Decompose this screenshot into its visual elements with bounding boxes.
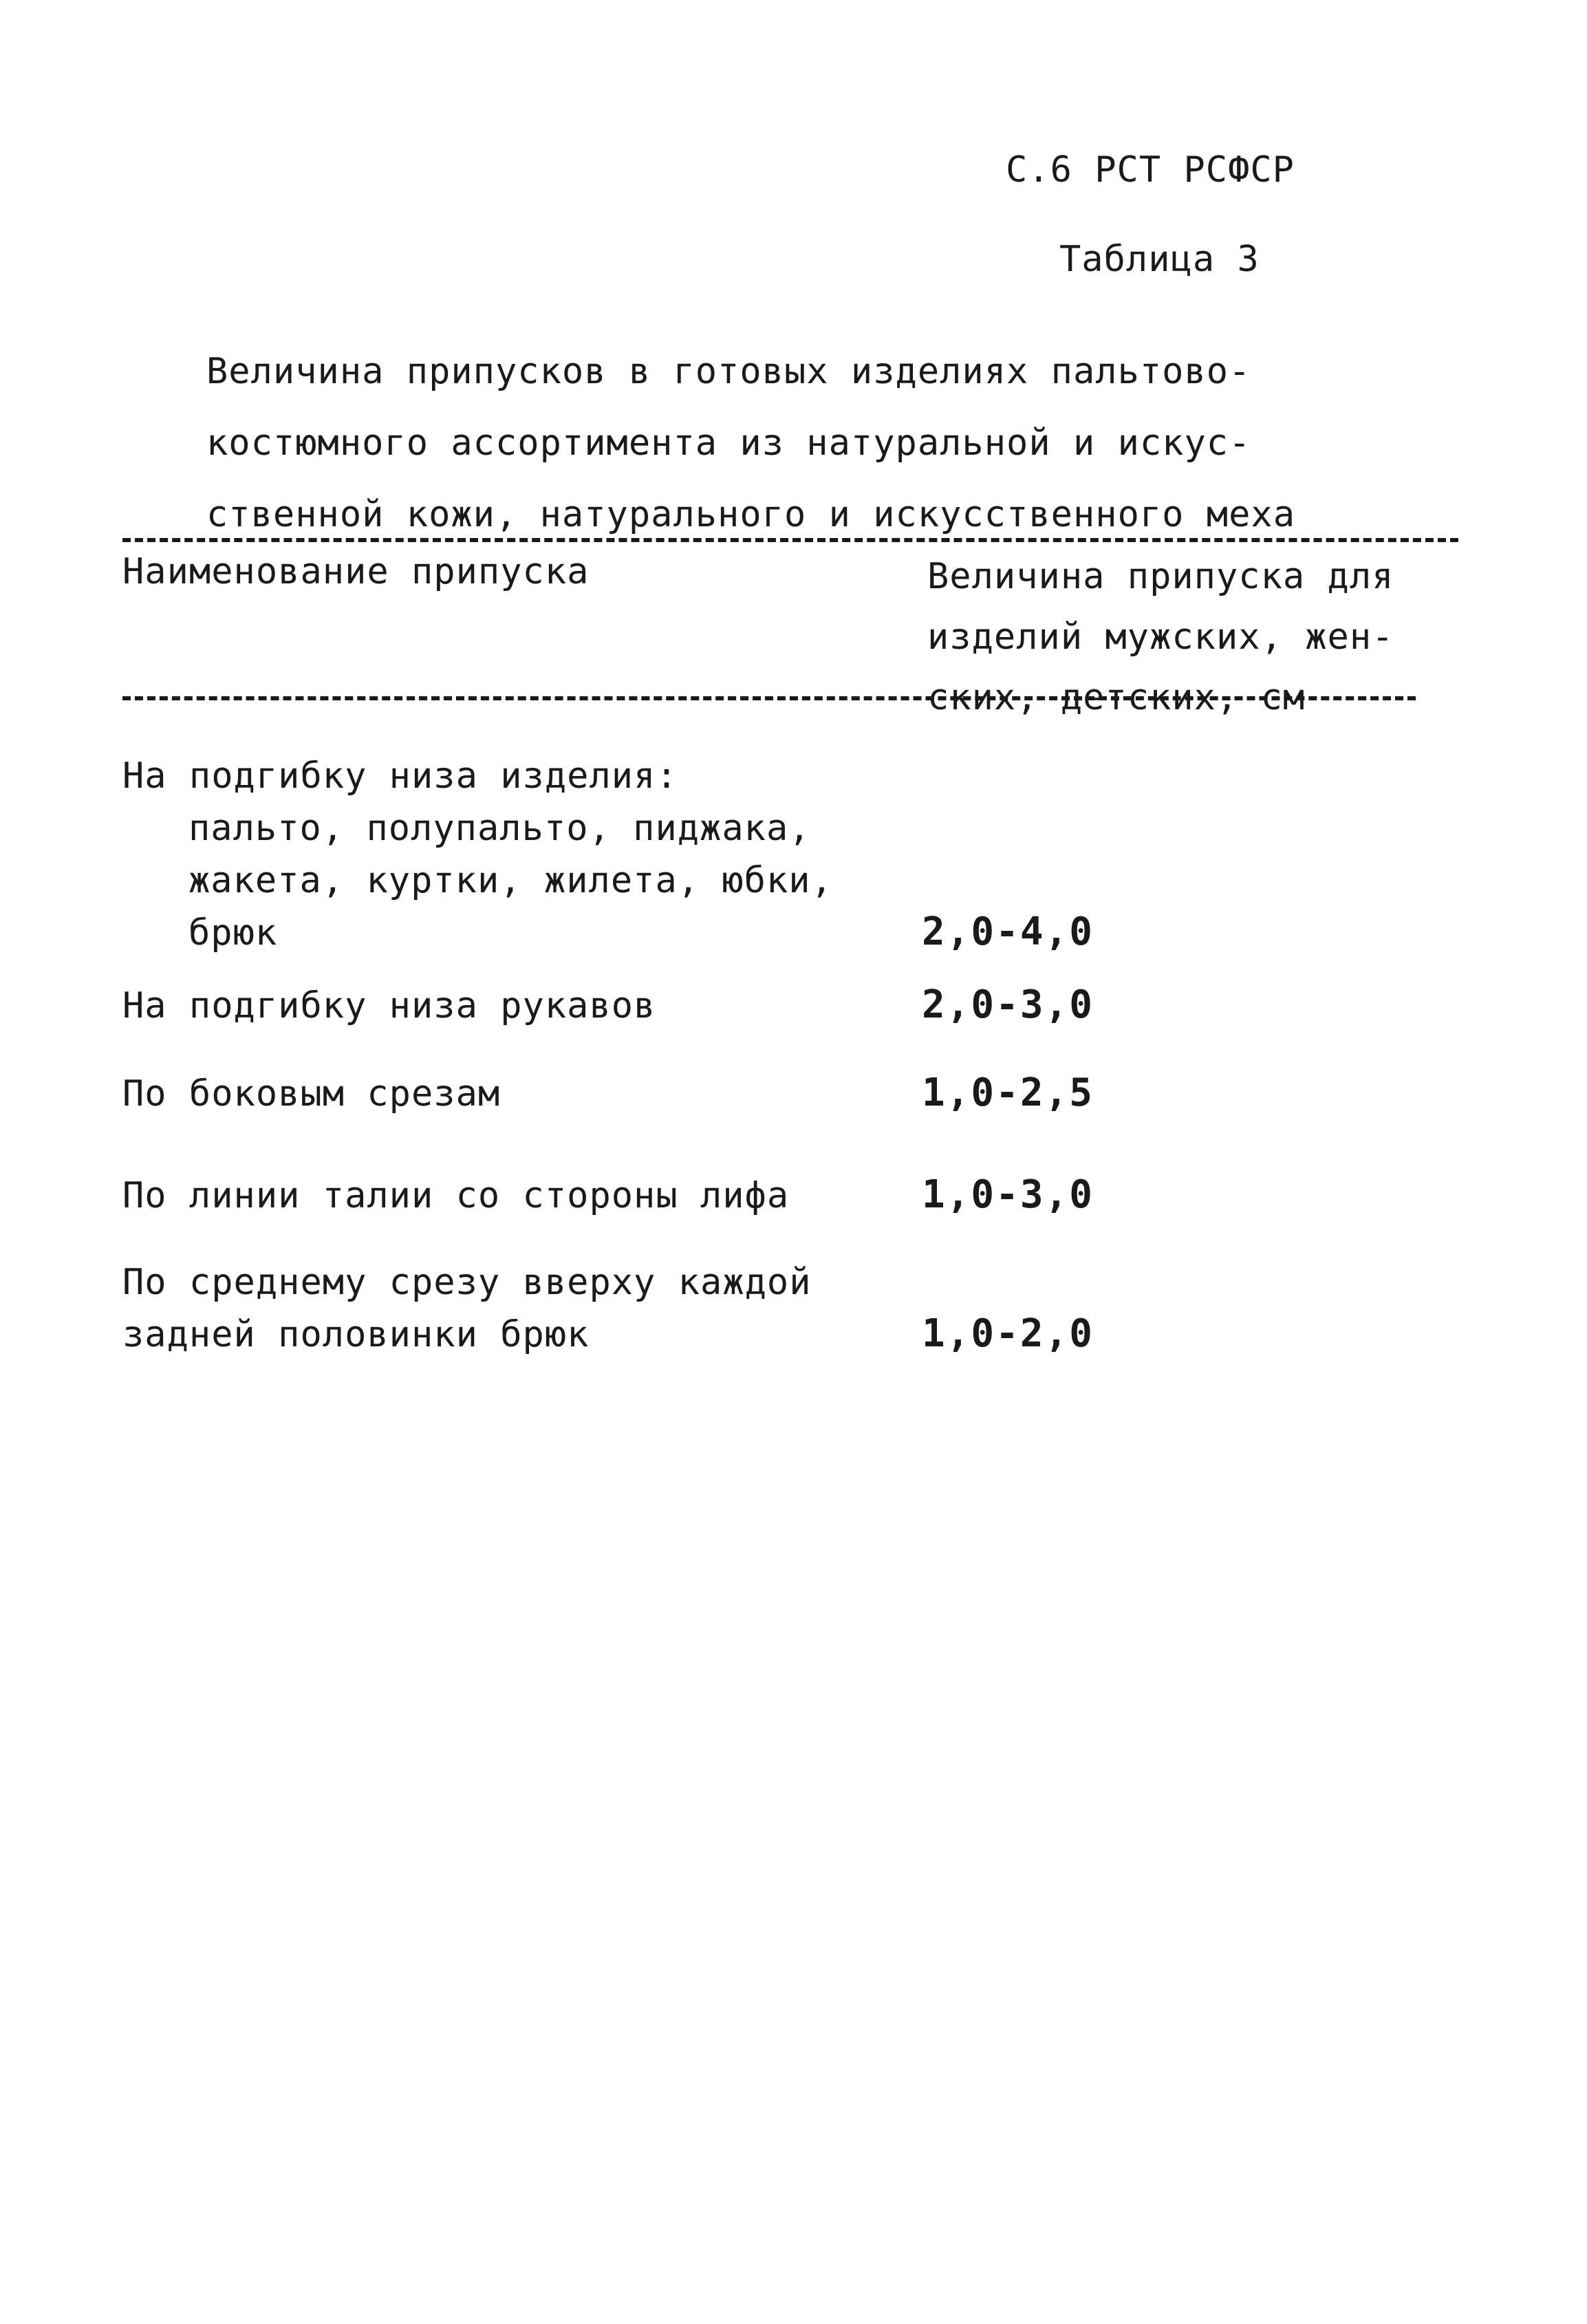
table-number: Таблица 3 (1059, 239, 1260, 280)
table-header-rule (122, 696, 1416, 700)
row-value: 1,0-3,0 (922, 1172, 1094, 1217)
row-name-line: По линии талии со стороны лифа (122, 1175, 790, 1216)
row-name-line: На подгибку низа рукавов (122, 985, 656, 1026)
column-header-value-line: изделий мужских, жен- (927, 616, 1394, 658)
column-header-value (927, 546, 1394, 728)
column-header-value-line: ских, детских, см (927, 677, 1306, 718)
row-name (122, 980, 656, 1032)
table-title-line: Величина припусков в готовых изделиях пальтово- (206, 351, 1251, 392)
column-header-value-line: Величина припуска для (927, 556, 1394, 597)
row-name-line: По среднему срезу вверху каждой (122, 1262, 812, 1303)
document-code: С.6 РСТ РСФСР (1006, 149, 1295, 191)
row-name-line: жакета, куртки, жилета, юбки, (188, 860, 833, 901)
table-title (206, 336, 1295, 550)
row-name-line: По боковым срезам (122, 1073, 501, 1115)
row-name-line: На подгибку низа изделия: (122, 755, 678, 797)
table-title-line: ственной кожи, натурального и искусственного меха (206, 494, 1296, 535)
row-value: 1,0-2,0 (922, 1311, 1094, 1356)
row-name (122, 1170, 789, 1222)
row-name (122, 1256, 812, 1361)
row-value: 1,0-2,5 (922, 1070, 1094, 1115)
row-name (122, 1068, 500, 1120)
column-header-name: Наименование припуска (122, 551, 590, 592)
row-value: 2,0-4,0 (922, 910, 1094, 954)
row-name-line: задней половинки брюк (122, 1314, 590, 1355)
row-name-line: пальто, полупальто, пиджака, (188, 808, 811, 849)
row-name-line: брюк (188, 912, 278, 954)
row-value: 2,0-3,0 (922, 982, 1094, 1027)
table-title-line: костюмного ассортимента из натуральной и искус- (206, 422, 1251, 464)
table-top-rule (122, 538, 1458, 542)
row-name (122, 750, 833, 959)
